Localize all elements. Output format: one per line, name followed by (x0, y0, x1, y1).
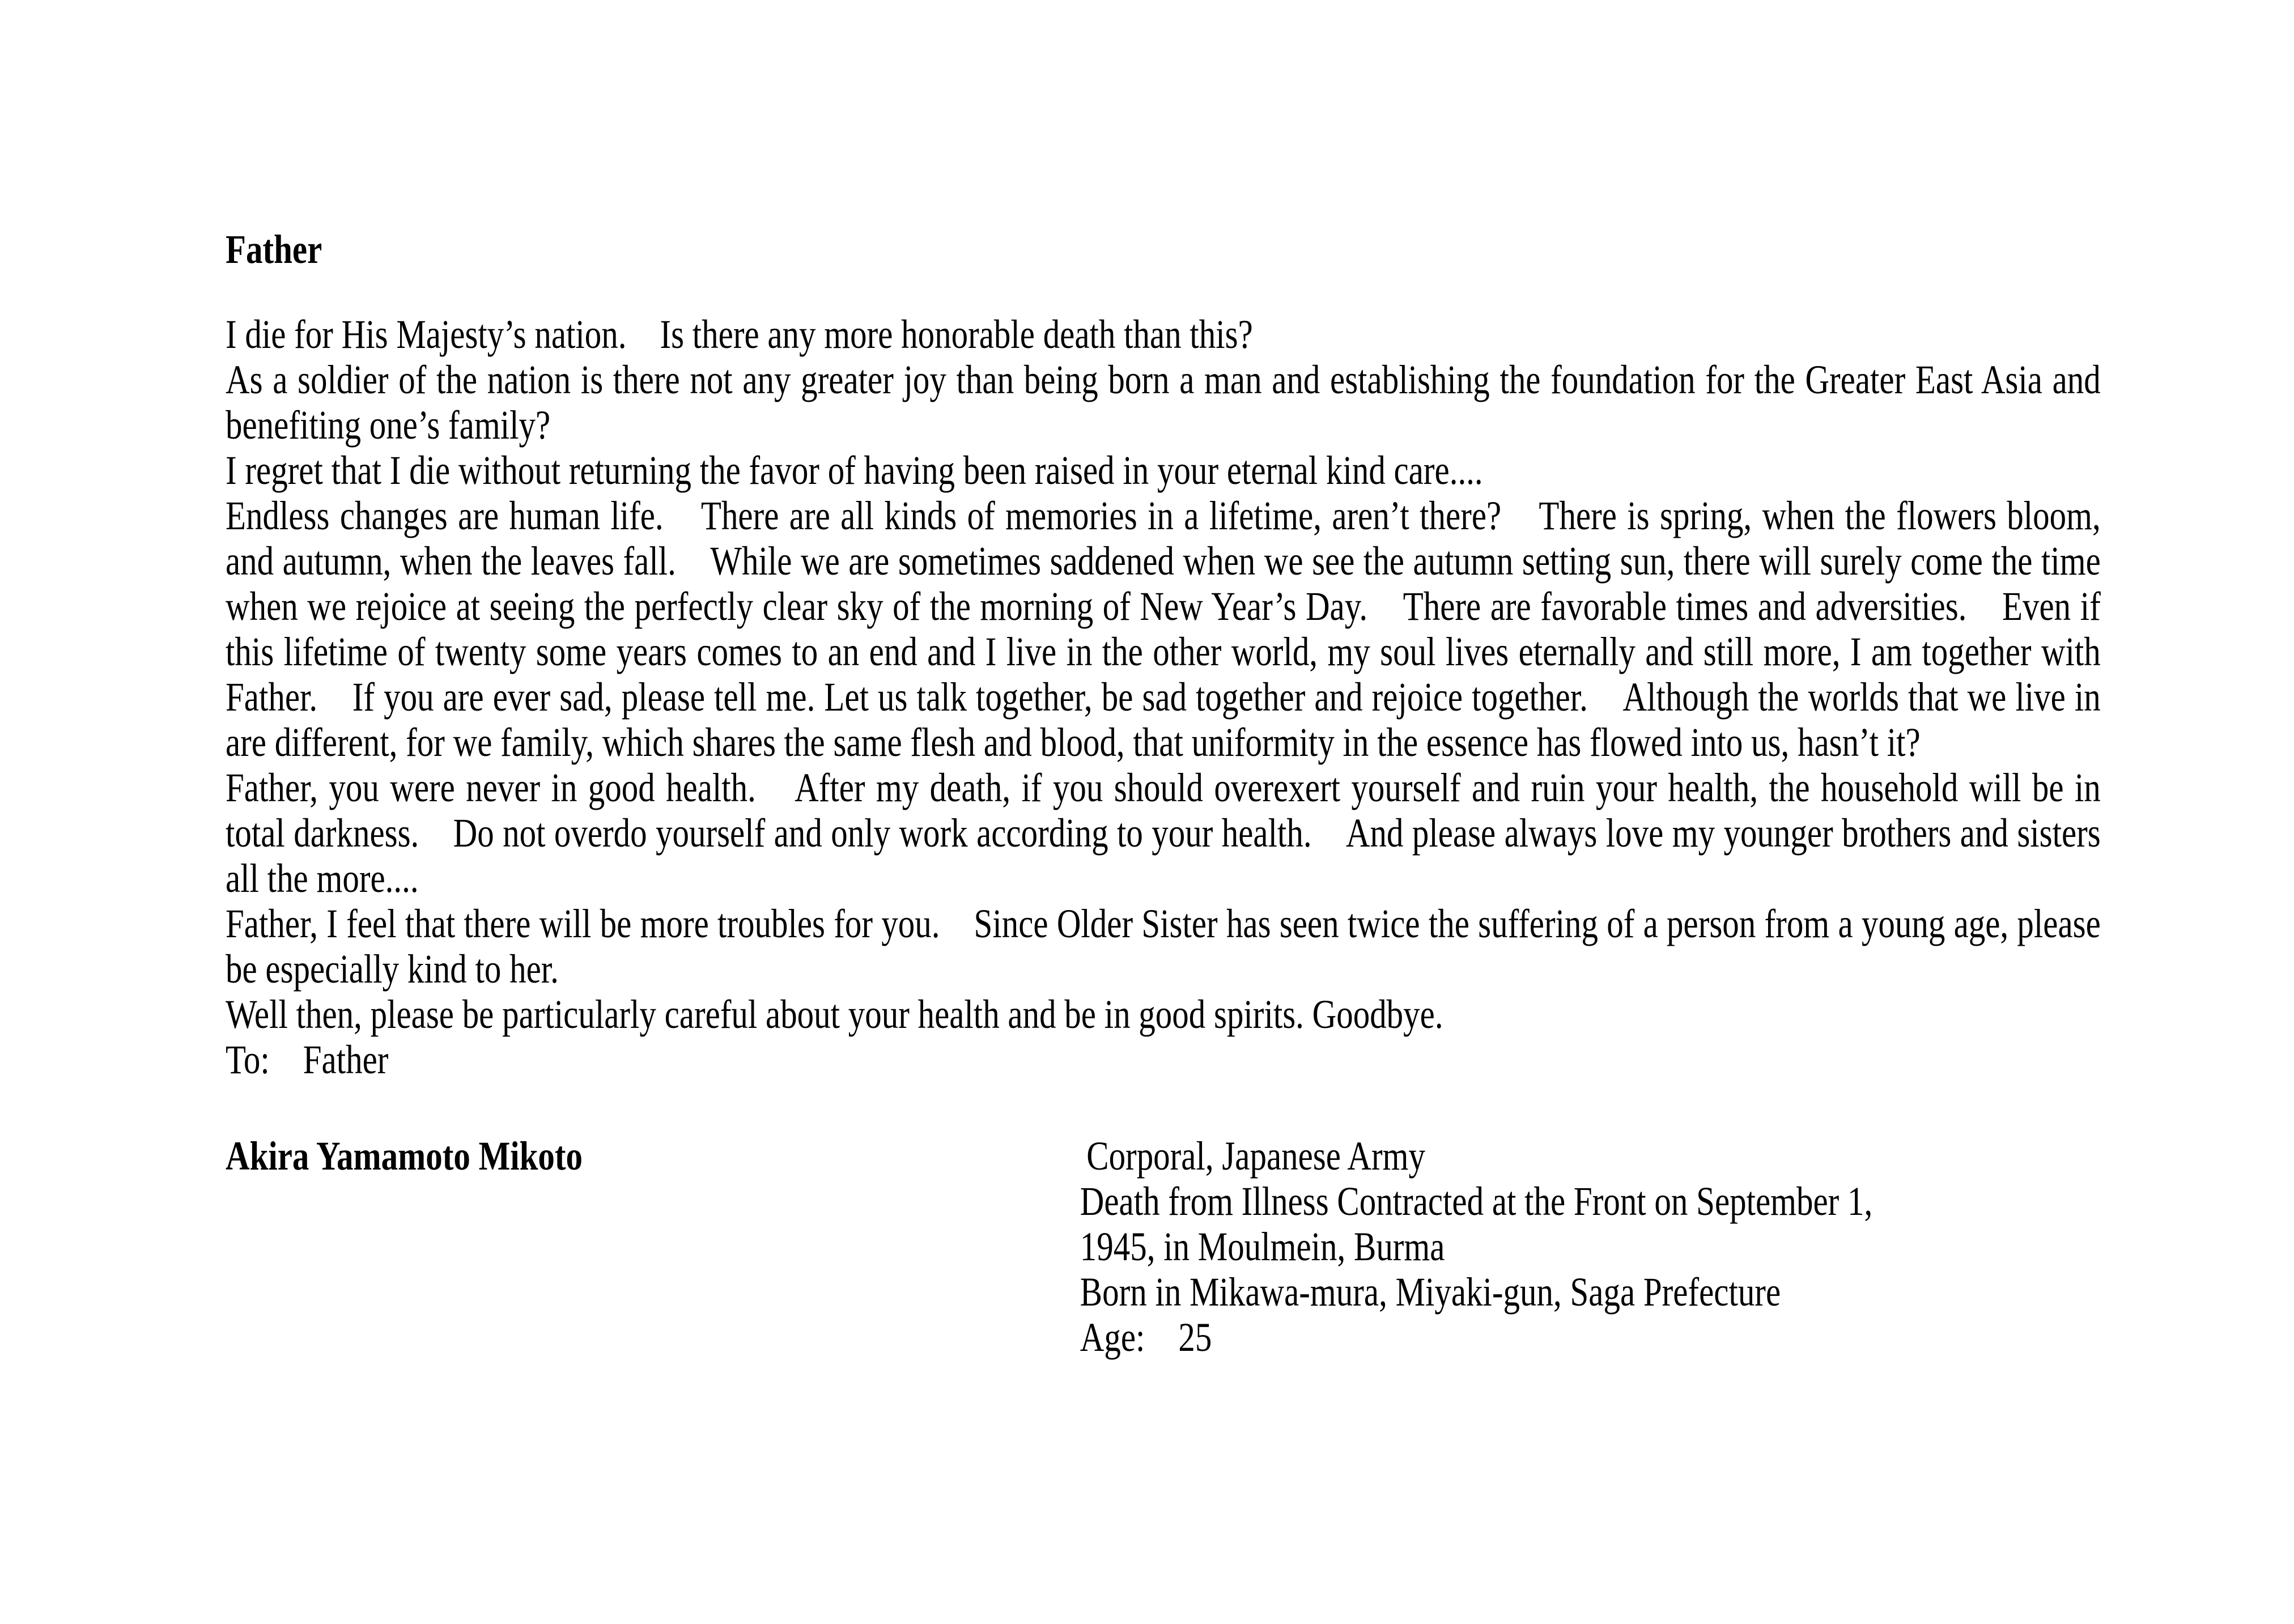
service-line: Corporal, Japanese Army (1086, 1133, 1425, 1179)
letter-title: Father (226, 227, 322, 272)
paragraph: Well then, please be particularly careful about your health and be in good spirits. Goodbye. (226, 992, 1443, 1037)
service-line: Age: 25 (1080, 1315, 1212, 1360)
paragraph: Father, I feel that there will be more troubles for you. Since Older Sister has seen twice the suffering of a person from a young age, please be especially kind to her. (226, 901, 2101, 992)
letter-body (226, 312, 2101, 1082)
service-line: Death from Illness Contracted at the Front on September 1, (1080, 1179, 1873, 1224)
service-line: Born in Mikawa-mura, Miyaki-gun, Saga Prefecture (1080, 1269, 1781, 1315)
service-record (1080, 1133, 2101, 1360)
paragraph: I regret that I die without returning the favor of having been raised in your eternal kind care.... (226, 448, 1483, 493)
signature-block (226, 1133, 2101, 1360)
author-name: Akira Yamamoto Mikoto (226, 1133, 583, 1179)
service-line: 1945, in Moulmein, Burma (1080, 1224, 1445, 1269)
paragraph: As a soldier of the nation is there not any greater joy than being born a man and establishing the foundation for the Greater East Asia and benefiting one’s family? (226, 357, 2101, 448)
paragraph: To: Father (226, 1037, 389, 1082)
paragraph: I die for His Majesty’s nation. Is there any more honorable death than this? (226, 312, 1253, 357)
paragraph: Endless changes are human life. There are all kinds of memories in a lifetime, aren’t there? There is spring, when the flowers bloom, and autumn, when the leaves fall. While we are sometimes saddened when we see the autumn setting sun, there will surely come the time when we rejoice at seeing the perfectly clear sky of the morning of New Year’s Day. There are favorable times and adversities. Even if this lifetime of twenty some years comes to an end and I live in the other world, my soul lives eternally and still more, I am together with Father. If you are ever sad, please tell me. Let us talk together, be sad together and rejoice together. Although the worlds that we live in are different, for we family, which shares the same flesh and blood, that uniformity in the essence has flowed into us, hasn’t it? (226, 493, 2101, 765)
paragraph: Father, you were never in good health. After my death, if you should overexert yourself and ruin your health, the household will be in total darkness. Do not overdo yourself and only work according to your health. And please always love my younger brothers and sisters all the more.... (226, 765, 2101, 901)
letter-document (226, 227, 2101, 1360)
